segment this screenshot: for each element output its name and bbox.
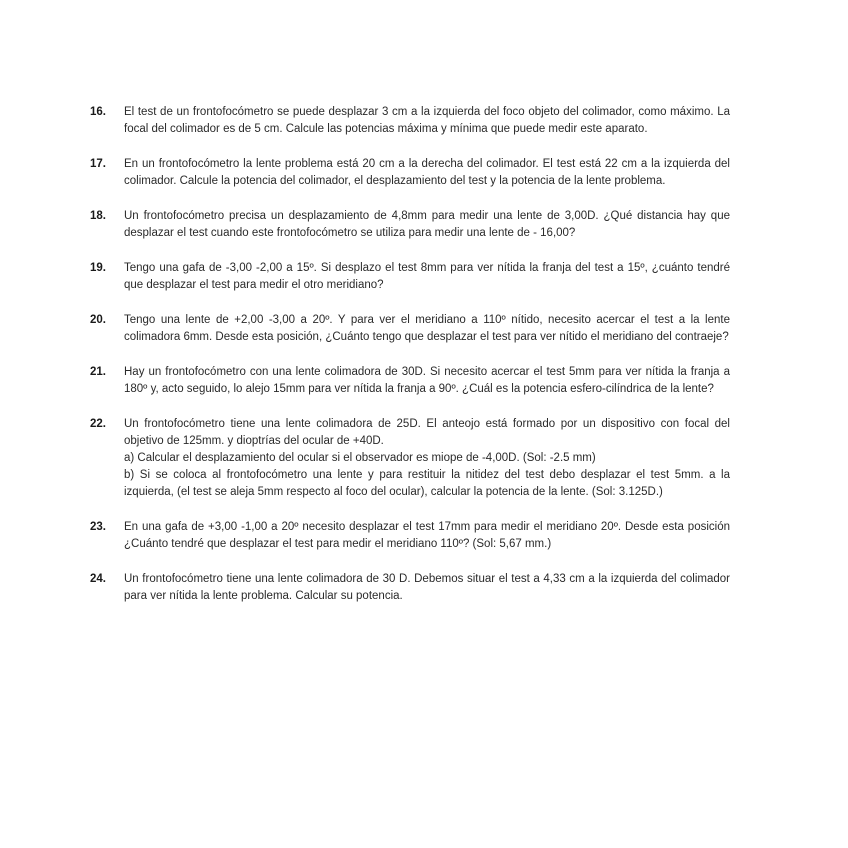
problem-number: 23. <box>90 521 106 533</box>
problem-subpart-b: b) Si se coloca al frontofocómetro una lente y para restituir la nitidez del test debo desplazar el test 5mm. a la izquierda, (el test se aleja 5mm respecto al foco del ocular), calcular la potencia de la lente. (Sol: 3.125D.) <box>124 469 730 498</box>
problem-text <box>124 571 730 605</box>
problem-paragraph: Tengo una gafa de -3,00 -2,00 a 15º. Si desplazo el test 8mm para ver nítida la franja del test a 15º, ¿cuánto tendré que desplazar el test para medir el otro meridiano? <box>124 262 730 291</box>
problem-22 <box>90 416 730 501</box>
problem-text <box>124 416 730 501</box>
problem-18 <box>90 208 730 242</box>
problem-text <box>124 156 730 190</box>
problem-number: 24. <box>90 573 106 585</box>
problem-paragraph: Un frontofocómetro precisa un desplazamiento de 4,8mm para medir una lente de 3,00D. ¿Qué distancia hay que desplazar el test cuando este frontofocómetro se utiliza para medir una lente de - 16,00? <box>124 210 730 239</box>
problem-23 <box>90 519 730 553</box>
problem-number: 20. <box>90 314 106 326</box>
problem-number: 19. <box>90 262 106 274</box>
problem-20 <box>90 312 730 346</box>
problem-paragraph: Un frontofocómetro tiene una lente colimadora de 30 D. Debemos situar el test a 4,33 cm a la izquierda del colimador para ver nítida la lente problema. Calcular su potencia. <box>124 573 730 602</box>
problem-number: 21. <box>90 366 106 378</box>
problem-paragraph: En un frontofocómetro la lente problema está 20 cm a la derecha del colimador. El test está 22 cm a la izquierda del colimador. Calcule la potencia del colimador, el desplazamiento del test y la potencia de la lente problema. <box>124 158 730 187</box>
problem-paragraph: Tengo una lente de +2,00 -3,00 a 20º. Y para ver el meridiano a 110º nítido, necesito acercar el test a la lente colimadora 6mm. Desde esta posición, ¿Cuánto tengo que desplazar el test para ver nítido el meridiano del contraeje? <box>124 314 730 343</box>
problem-text <box>124 312 730 346</box>
problem-number: 18. <box>90 210 106 222</box>
problem-24 <box>90 571 730 605</box>
problem-text <box>124 519 730 553</box>
problem-number: 16. <box>90 106 106 118</box>
problem-paragraph: En una gafa de +3,00 -1,00 a 20º necesito desplazar el test 17mm para medir el meridiano 20º. Desde esta posición ¿Cuánto tendré que desplazar el test para medir el meridiano 110º? (Sol: 5,67 mm.) <box>124 521 730 550</box>
problem-16 <box>90 104 730 138</box>
problem-19 <box>90 260 730 294</box>
problem-21 <box>90 364 730 398</box>
problem-paragraph: Hay un frontofocómetro con una lente colimadora de 30D. Si necesito acercar el test 5mm para ver nítida la franja a 180º y, acto seguido, lo alejo 15mm para ver nítida la franja a 90º. ¿Cuál es la potencia esfero-cilíndrica de la lente? <box>124 366 730 395</box>
problem-number: 17. <box>90 158 106 170</box>
problem-text <box>124 208 730 242</box>
problem-text <box>124 260 730 294</box>
problem-text <box>124 104 730 138</box>
problem-text <box>124 364 730 398</box>
problem-17 <box>90 156 730 190</box>
problem-paragraph: Un frontofocómetro tiene una lente colimadora de 25D. El anteojo está formado por un dispositivo con focal del objetivo de 125mm. y dioptrías del ocular de +40D. <box>124 418 730 447</box>
problem-subpart-a: a) Calcular el desplazamiento del ocular si el observador es miope de -4,00D. (Sol: -2.5 mm) <box>124 452 596 464</box>
problem-paragraph: El test de un frontofocómetro se puede desplazar 3 cm a la izquierda del foco objeto del colimador, como máximo. La focal del colimador es de 5 cm. Calcule las potencias máxima y mínima que puede medir este aparato. <box>124 106 730 135</box>
problem-number: 22. <box>90 418 106 430</box>
